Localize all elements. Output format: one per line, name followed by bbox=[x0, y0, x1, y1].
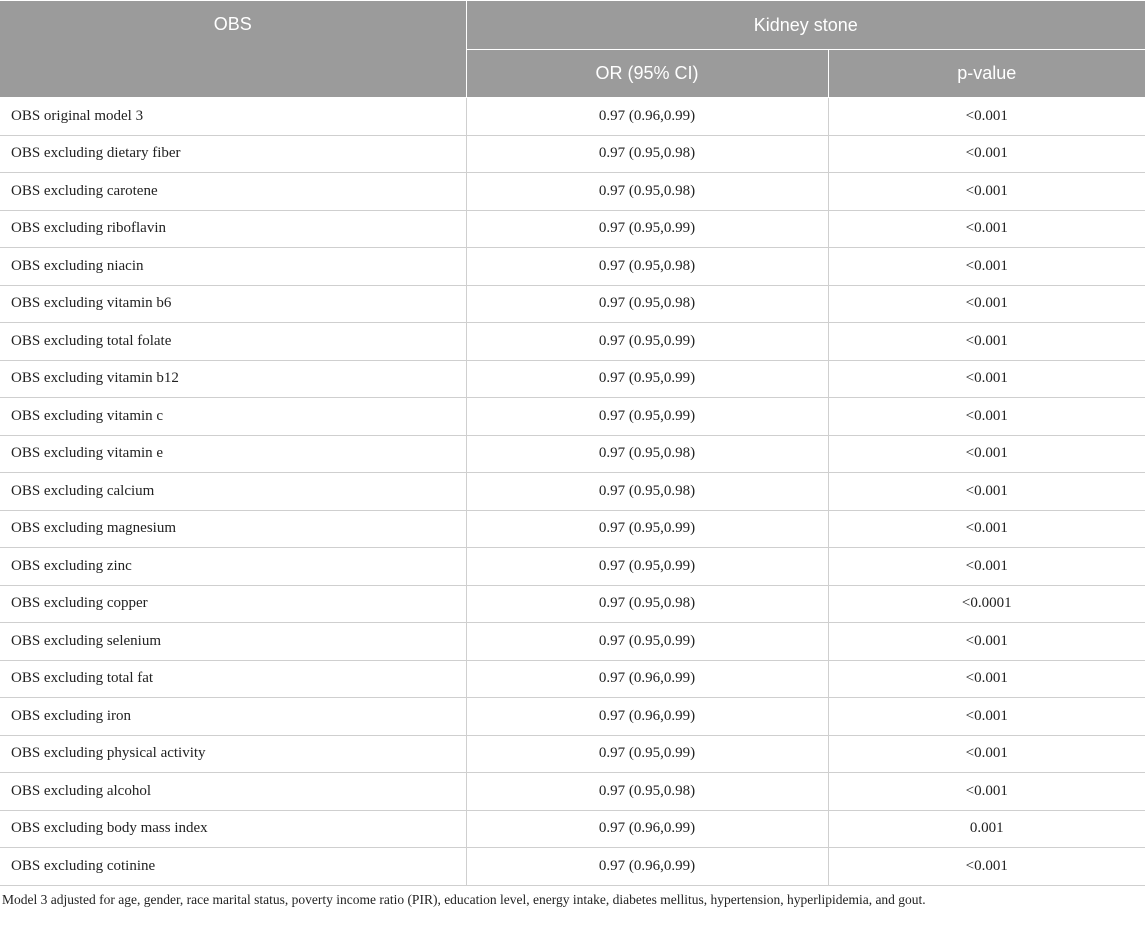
row-name-cell: OBS excluding vitamin b6 bbox=[0, 285, 466, 323]
table-row bbox=[0, 585, 1145, 623]
table-row bbox=[0, 473, 1145, 511]
row-or-cell: 0.97 (0.95,0.99) bbox=[466, 510, 828, 548]
row-name-cell: OBS excluding vitamin c bbox=[0, 398, 466, 436]
table-body bbox=[0, 98, 1145, 886]
table-row bbox=[0, 135, 1145, 173]
row-p-value-cell: <0.001 bbox=[828, 248, 1145, 286]
row-p-value-cell: <0.001 bbox=[828, 435, 1145, 473]
row-p-value-cell: 0.001 bbox=[828, 810, 1145, 848]
row-name-cell: OBS excluding riboflavin bbox=[0, 210, 466, 248]
row-name-cell: OBS excluding physical activity bbox=[0, 735, 466, 773]
row-name-cell: OBS original model 3 bbox=[0, 98, 466, 136]
header-p-value: p-value bbox=[828, 50, 1145, 98]
row-p-value-cell: <0.001 bbox=[828, 735, 1145, 773]
table-footnote: Model 3 adjusted for age, gender, race marital status, poverty income ratio (PIR), education level, energy intake, diabetes mellitus, hypertension, hyperlipidemia, and gout. bbox=[2, 891, 926, 907]
row-or-cell: 0.97 (0.95,0.99) bbox=[466, 398, 828, 436]
row-name-cell: OBS excluding copper bbox=[0, 585, 466, 623]
row-p-value-cell: <0.001 bbox=[828, 323, 1145, 361]
row-name-cell: OBS excluding magnesium bbox=[0, 510, 466, 548]
table-row bbox=[0, 548, 1145, 586]
row-p-value-cell: <0.001 bbox=[828, 210, 1145, 248]
row-or-cell: 0.97 (0.96,0.99) bbox=[466, 98, 828, 136]
row-p-value-cell: <0.001 bbox=[828, 285, 1145, 323]
row-p-value-cell: <0.001 bbox=[828, 510, 1145, 548]
table-row bbox=[0, 98, 1145, 136]
row-p-value-cell: <0.001 bbox=[828, 473, 1145, 511]
row-name-cell: OBS excluding iron bbox=[0, 698, 466, 736]
header-or-ci: OR (95% CI) bbox=[466, 50, 828, 98]
row-or-cell: 0.97 (0.95,0.99) bbox=[466, 210, 828, 248]
table-row bbox=[0, 323, 1145, 361]
row-p-value-cell: <0.001 bbox=[828, 398, 1145, 436]
row-p-value-cell: <0.001 bbox=[828, 98, 1145, 136]
row-p-value-cell: <0.001 bbox=[828, 848, 1145, 886]
row-p-value-cell: <0.001 bbox=[828, 660, 1145, 698]
table-row bbox=[0, 510, 1145, 548]
row-or-cell: 0.97 (0.95,0.98) bbox=[466, 285, 828, 323]
row-or-cell: 0.97 (0.95,0.99) bbox=[466, 548, 828, 586]
row-or-cell: 0.97 (0.95,0.99) bbox=[466, 360, 828, 398]
row-p-value-cell: <0.001 bbox=[828, 773, 1145, 811]
table-row bbox=[0, 773, 1145, 811]
row-p-value-cell: <0.0001 bbox=[828, 585, 1145, 623]
row-name-cell: OBS excluding calcium bbox=[0, 473, 466, 511]
row-or-cell: 0.97 (0.95,0.98) bbox=[466, 435, 828, 473]
row-or-cell: 0.97 (0.95,0.98) bbox=[466, 135, 828, 173]
row-name-cell: OBS excluding selenium bbox=[0, 623, 466, 661]
row-name-cell: OBS excluding body mass index bbox=[0, 810, 466, 848]
row-name-cell: OBS excluding niacin bbox=[0, 248, 466, 286]
row-or-cell: 0.97 (0.95,0.98) bbox=[466, 585, 828, 623]
table-row bbox=[0, 285, 1145, 323]
row-or-cell: 0.97 (0.95,0.98) bbox=[466, 773, 828, 811]
row-or-cell: 0.97 (0.96,0.99) bbox=[466, 848, 828, 886]
row-name-cell: OBS excluding total fat bbox=[0, 660, 466, 698]
table-row bbox=[0, 623, 1145, 661]
row-or-cell: 0.97 (0.95,0.99) bbox=[466, 323, 828, 361]
row-name-cell: OBS excluding total folate bbox=[0, 323, 466, 361]
table-row bbox=[0, 398, 1145, 436]
row-p-value-cell: <0.001 bbox=[828, 360, 1145, 398]
row-p-value-cell: <0.001 bbox=[828, 698, 1145, 736]
table-row bbox=[0, 360, 1145, 398]
row-name-cell: OBS excluding carotene bbox=[0, 173, 466, 211]
row-name-cell: OBS excluding dietary fiber bbox=[0, 135, 466, 173]
row-or-cell: 0.97 (0.95,0.99) bbox=[466, 735, 828, 773]
row-or-cell: 0.97 (0.95,0.98) bbox=[466, 473, 828, 511]
table-row bbox=[0, 248, 1145, 286]
table-row bbox=[0, 435, 1145, 473]
table-header bbox=[0, 1, 1145, 98]
header-obs: OBS bbox=[0, 1, 466, 98]
row-or-cell: 0.97 (0.95,0.99) bbox=[466, 623, 828, 661]
row-name-cell: OBS excluding cotinine bbox=[0, 848, 466, 886]
row-name-cell: OBS excluding vitamin e bbox=[0, 435, 466, 473]
table-row bbox=[0, 810, 1145, 848]
row-p-value-cell: <0.001 bbox=[828, 623, 1145, 661]
table-row bbox=[0, 735, 1145, 773]
row-name-cell: OBS excluding alcohol bbox=[0, 773, 466, 811]
row-p-value-cell: <0.001 bbox=[828, 173, 1145, 211]
row-or-cell: 0.97 (0.96,0.99) bbox=[466, 698, 828, 736]
table-row bbox=[0, 698, 1145, 736]
table-row bbox=[0, 210, 1145, 248]
row-or-cell: 0.97 (0.95,0.98) bbox=[466, 173, 828, 211]
table-row bbox=[0, 848, 1145, 886]
row-or-cell: 0.97 (0.95,0.98) bbox=[466, 248, 828, 286]
row-name-cell: OBS excluding vitamin b12 bbox=[0, 360, 466, 398]
row-p-value-cell: <0.001 bbox=[828, 135, 1145, 173]
header-kidney-stone: Kidney stone bbox=[466, 1, 1145, 50]
row-or-cell: 0.97 (0.96,0.99) bbox=[466, 660, 828, 698]
table-row bbox=[0, 660, 1145, 698]
row-p-value-cell: <0.001 bbox=[828, 548, 1145, 586]
row-name-cell: OBS excluding zinc bbox=[0, 548, 466, 586]
table-row bbox=[0, 173, 1145, 211]
row-or-cell: 0.97 (0.96,0.99) bbox=[466, 810, 828, 848]
